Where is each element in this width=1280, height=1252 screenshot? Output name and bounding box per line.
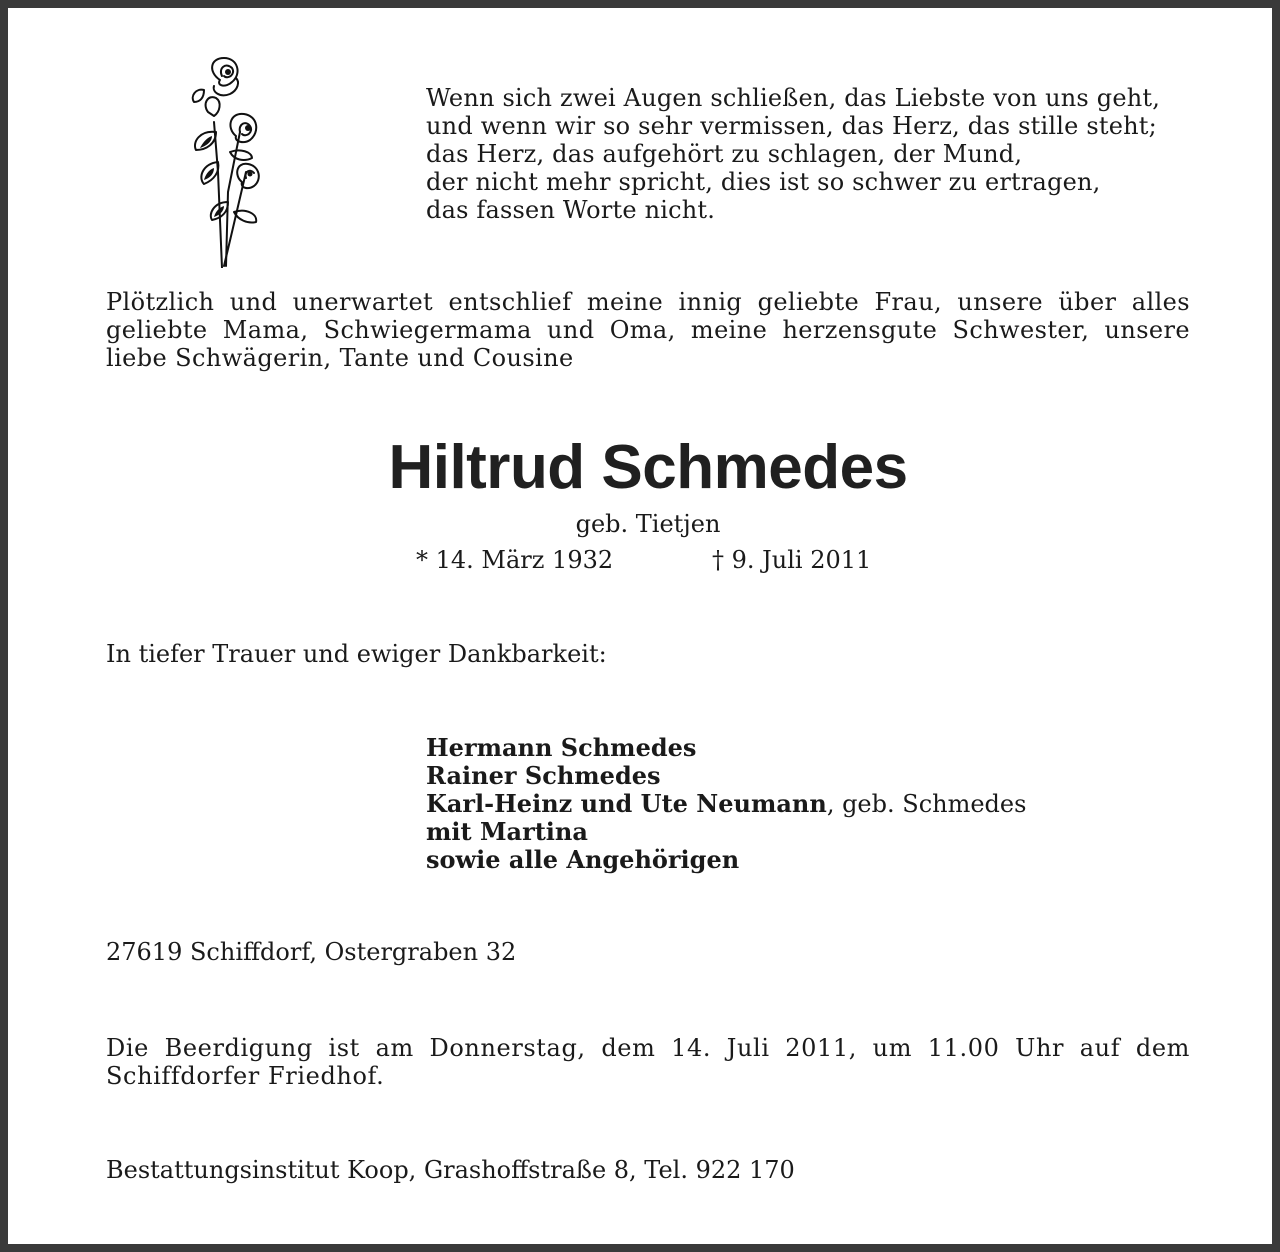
family-list bbox=[426, 734, 1026, 874]
poem bbox=[426, 84, 1160, 224]
poem-line: das Herz, das aufgehört zu schlagen, der Mund, bbox=[426, 140, 1023, 168]
poem-line: Wenn sich zwei Augen schließen, das Liebste von uns geht, bbox=[426, 84, 1161, 112]
rose-bouquet-icon bbox=[178, 52, 278, 268]
funeral-info: Die Beerdigung ist am Donnerstag, dem 14. Juli 2011, um 11.00 Uhr auf dem Schiffdorfer Friedhof. bbox=[106, 1034, 1190, 1090]
family-member-name: Karl-Heinz und Ute Neumann bbox=[426, 789, 827, 818]
family-member-note: , geb. Schmedes bbox=[826, 790, 1027, 818]
family-member bbox=[426, 790, 1026, 818]
family-member: mit Martina bbox=[426, 817, 588, 846]
poem-line: der nicht mehr spricht, dies ist so schwer zu ertragen, bbox=[426, 168, 1101, 196]
birth-date: * 14. März 1932 bbox=[416, 546, 614, 574]
family-member: Hermann Schmedes bbox=[426, 733, 697, 762]
announcement-text: Plötzlich und unerwartet entschlief meine innig geliebte Frau, unsere über alles geliebte Mama, Schwiegermama und Oma, meine herzensgute Schwester, unsere liebe Schwägerin, Tante und Cousine bbox=[106, 288, 1190, 372]
family-member: Rainer Schmedes bbox=[426, 761, 661, 790]
mourning-line: In tiefer Trauer und ewiger Dankbarkeit: bbox=[106, 640, 607, 668]
maiden-name: geb. Tietjen bbox=[575, 510, 721, 538]
deceased-name: Hiltrud Schmedes bbox=[388, 433, 908, 502]
undertaker-info: Bestattungsinstitut Koop, Grashoffstraße 8, Tel. 922 170 bbox=[106, 1156, 795, 1184]
family-member: sowie alle Angehörigen bbox=[426, 845, 740, 874]
poem-line: das fassen Worte nicht. bbox=[426, 196, 716, 224]
poem-line: und wenn wir so sehr vermissen, das Herz, das stille steht; bbox=[426, 112, 1157, 140]
death-date: † 9. Juli 2011 bbox=[712, 546, 872, 574]
family-address: 27619 Schiffdorf, Ostergraben 32 bbox=[106, 938, 517, 966]
